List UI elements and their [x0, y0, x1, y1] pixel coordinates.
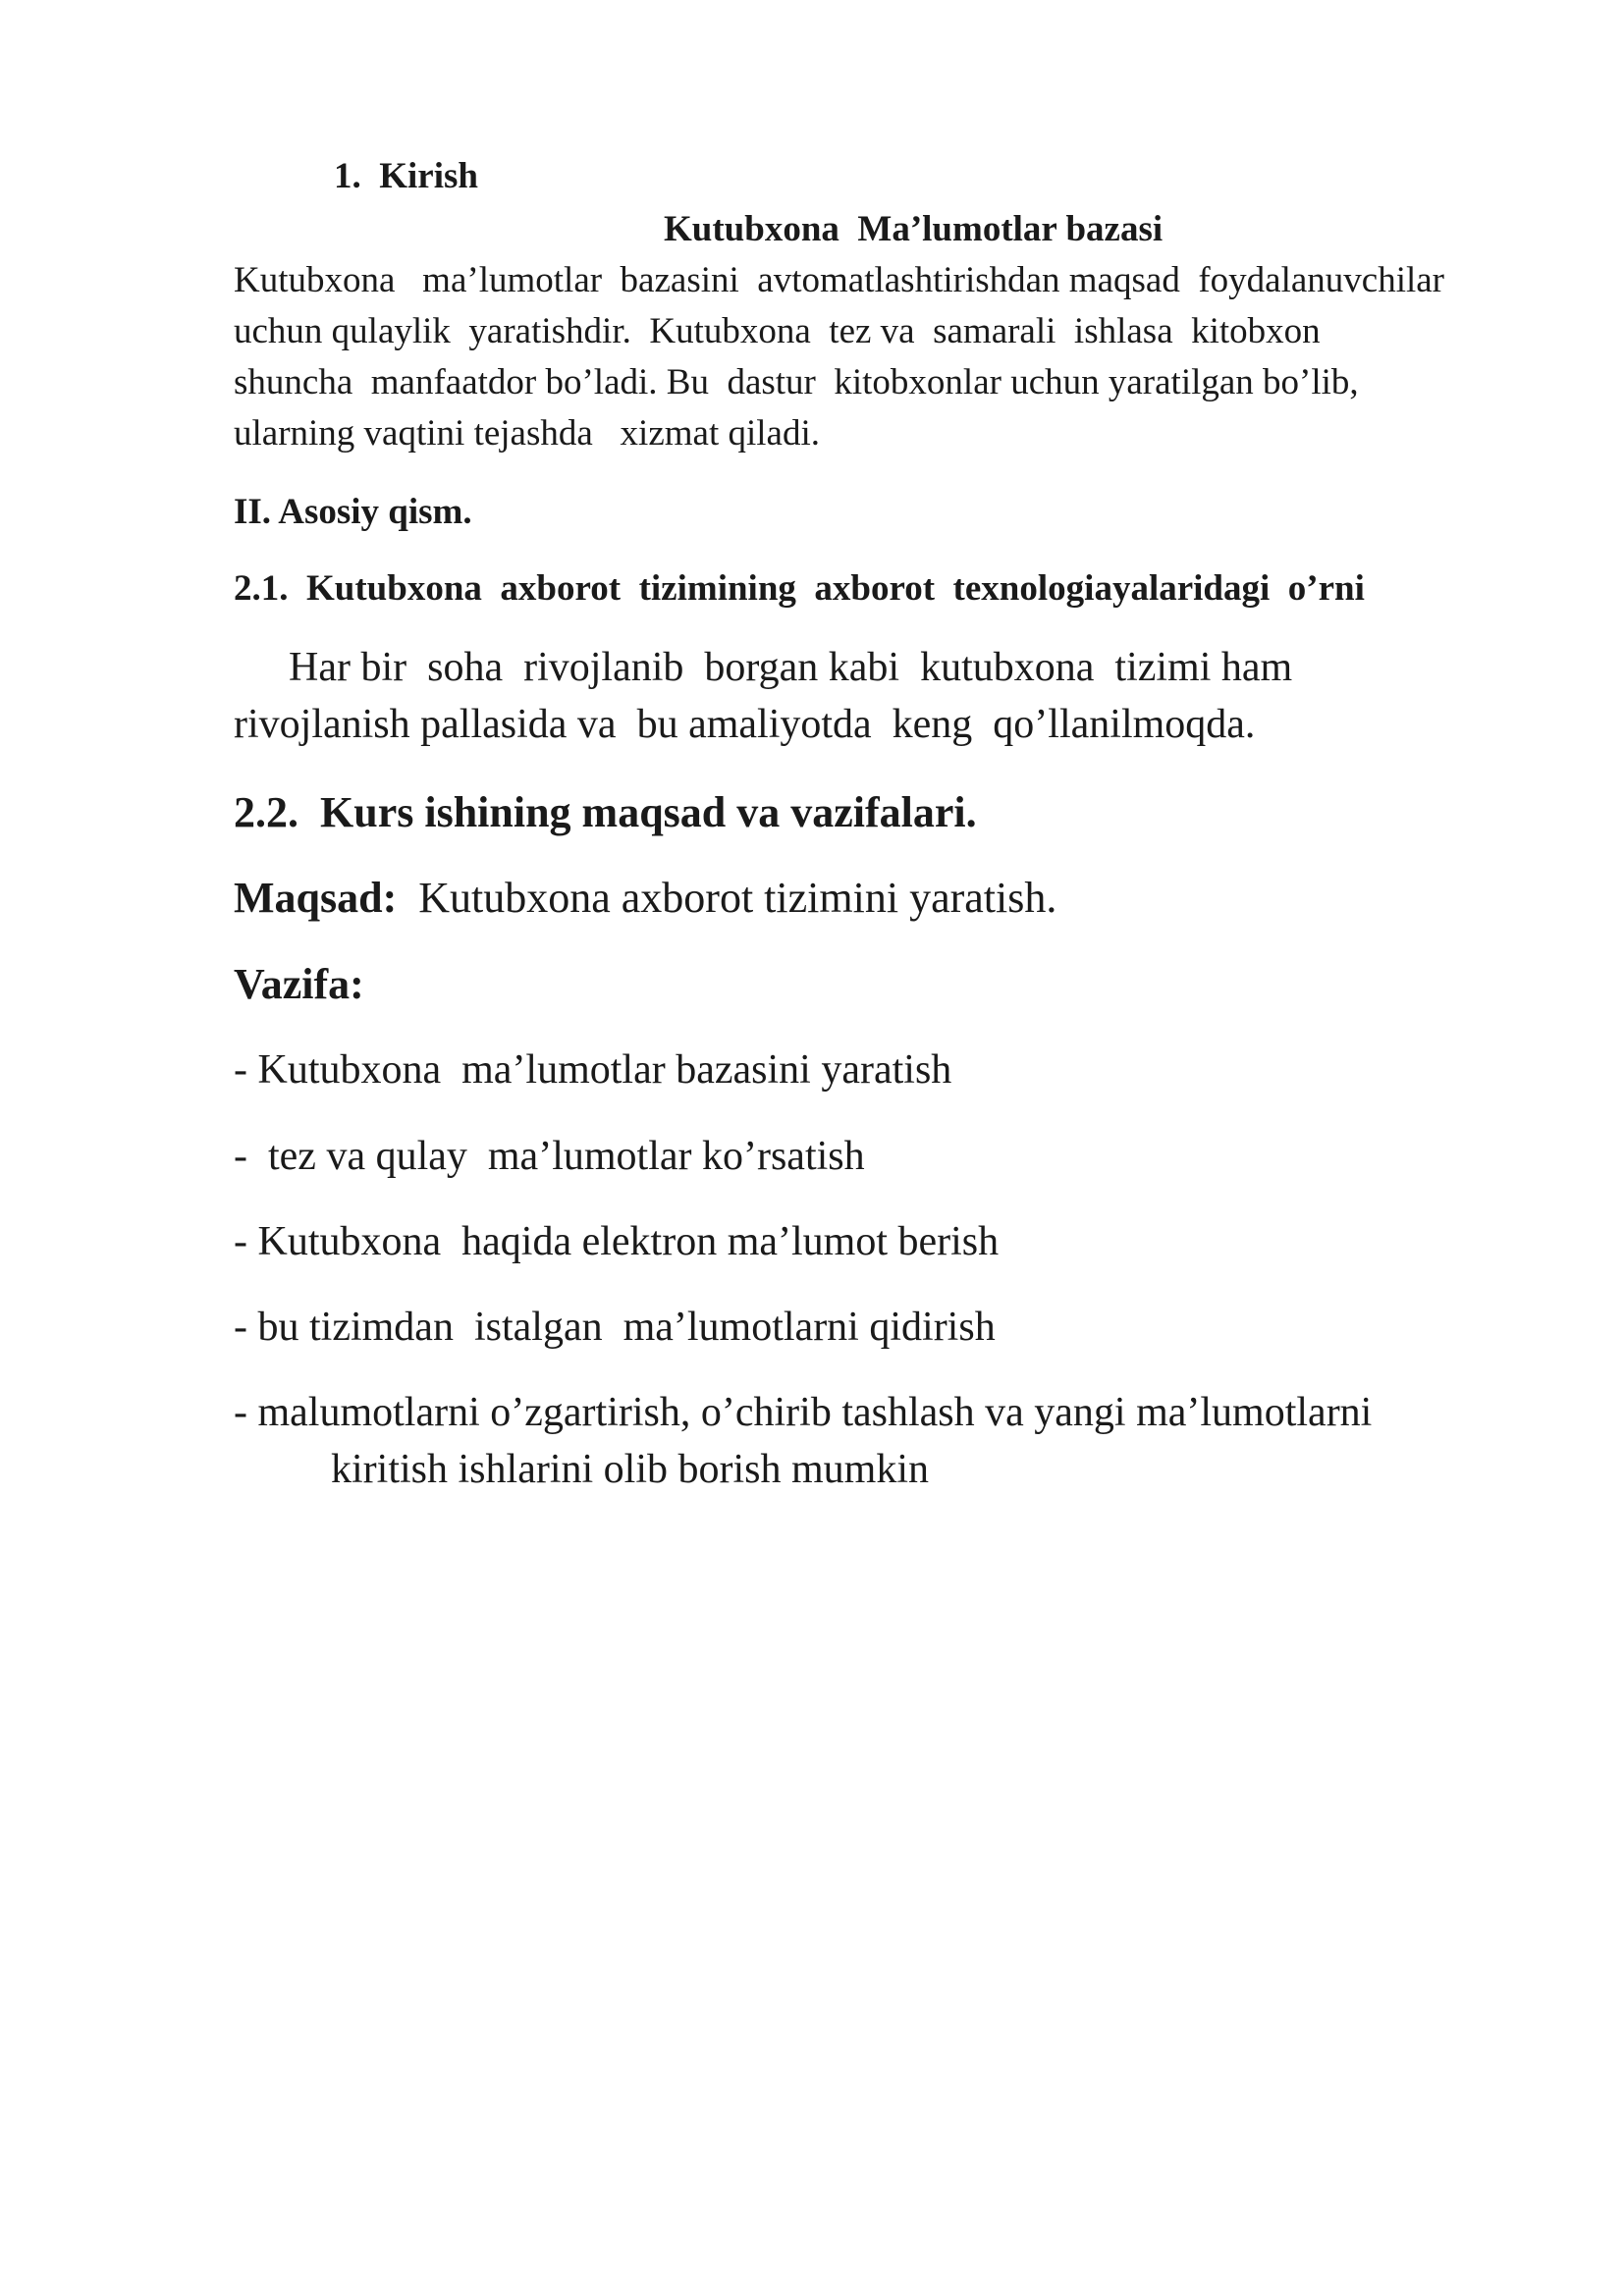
task-list-item: - Kutubxona ma’lumotlar bazasini yaratish [234, 1047, 952, 1093]
subsection-heading-2-1: 2.1. Kutubxona axborot tizimining axborot texnologiayalaridagi o’rni [234, 568, 1365, 609]
intro-paragraph-line: Kutubxona ma’lumotlar bazasini avtomatlashtirishdan maqsad foydalanuvchilar [234, 260, 1444, 300]
subsection-2-1-paragraph-line: rivojlanish pallasida va bu amaliyotda keng qo’llanilmoqda. [234, 702, 1256, 747]
maqsad-line [234, 873, 1056, 923]
document-subtitle: Kutubxona Ma’lumotlar bazasi [664, 209, 1164, 249]
intro-paragraph-line: ularning vaqtini tejashda xizmat qiladi. [234, 413, 820, 454]
task-list-item-continuation: kiritish ishlarini olib borish mumkin [331, 1447, 929, 1492]
task-list-item: - malumotlarni o’zgartirish, o’chirib tashlash va yangi ma’lumotlarni [234, 1390, 1373, 1435]
task-list-item: - tez va qulay ma’lumotlar ko’rsatish [234, 1134, 865, 1179]
subsection-heading-2-2: 2.2. Kurs ishining maqsad va vazifalari. [234, 788, 977, 836]
maqsad-label: Maqsad: [234, 874, 398, 922]
intro-paragraph-line: uchun qulaylik yaratishdir. Kutubxona tez va samarali ishlasa kitobxon [234, 311, 1321, 351]
section-heading-asosiy: II. Asosiy qism. [234, 492, 472, 532]
vazifa-label: Vazifa: [234, 960, 364, 1008]
task-list-item: - bu tizimdan istalgan ma’lumotlarni qidirish [234, 1305, 996, 1350]
subsection-2-1-paragraph-line: Har bir soha rivojlanib borgan kabi kutubxona tizimi ham [289, 645, 1293, 690]
intro-paragraph-line: shuncha manfaatdor bo’ladi. Bu dastur kitobxonlar uchun yaratilgan bo’lib, [234, 362, 1359, 402]
task-list-item: - Kutubxona haqida elektron ma’lumot berish [234, 1219, 1000, 1264]
section-heading-kirish: 1. Kirish [334, 156, 478, 196]
maqsad-text: Kutubxona axborot tizimini yaratish. [397, 874, 1057, 922]
